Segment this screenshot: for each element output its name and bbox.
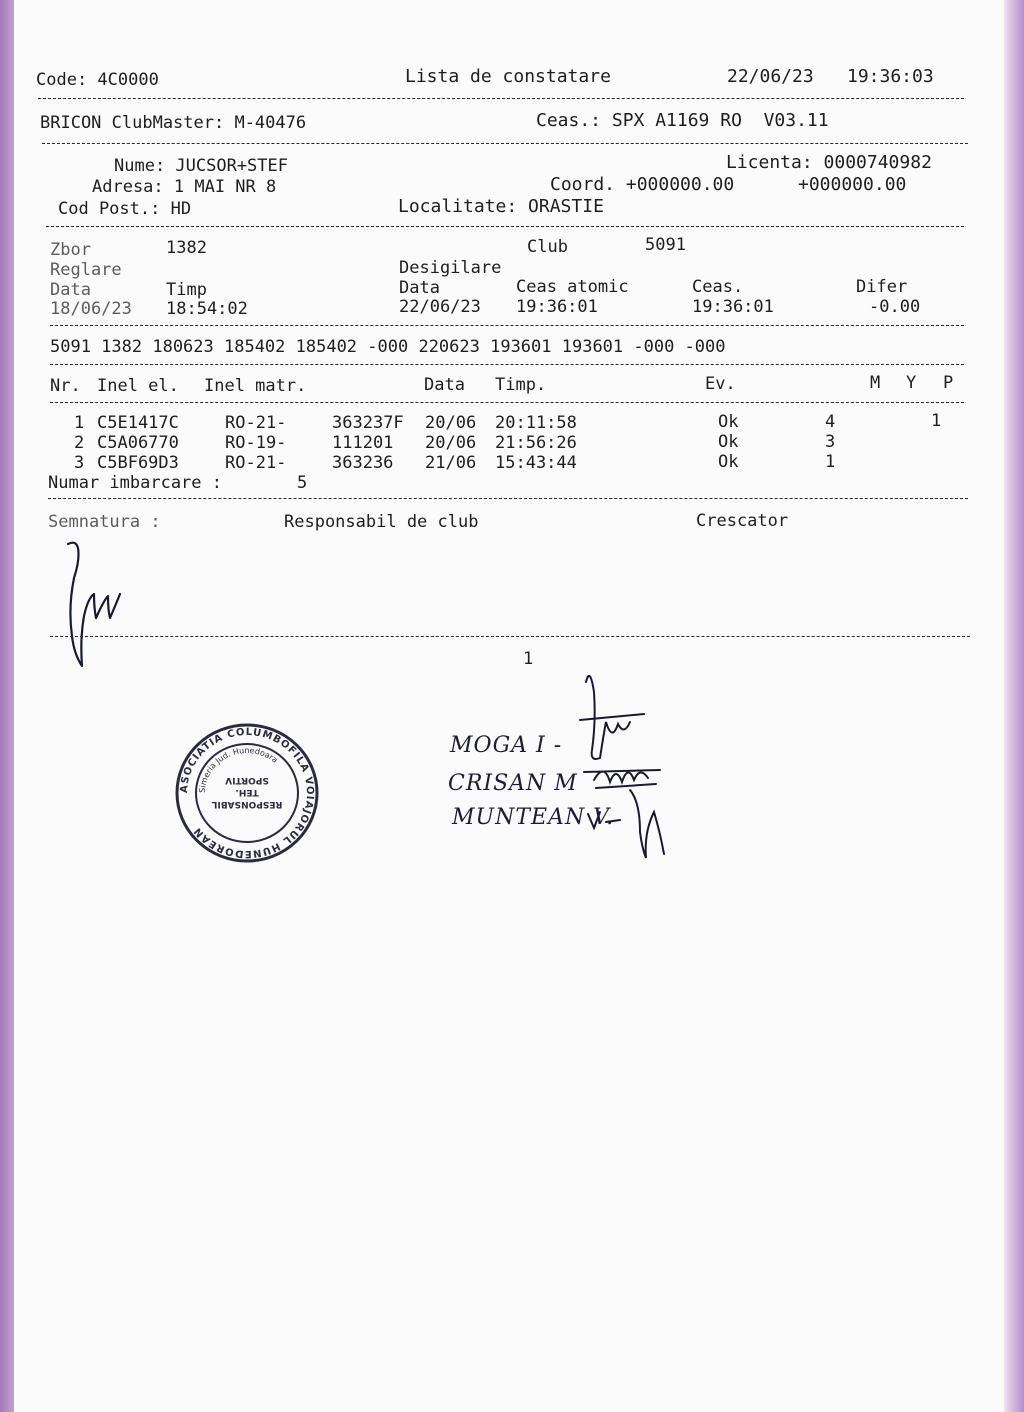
row-m: 3 xyxy=(825,432,836,452)
svg-text:ASOCIATIA COLUMBOFILA VOIAJORU: ASOCIATIA COLUMBOFILA VOIAJORUL HUNEDOREAN xyxy=(178,726,316,860)
clubmaster-label: BRICON ClubMaster: M-40476 xyxy=(40,113,307,133)
svg-text:CRISAN M: CRISAN M xyxy=(448,771,578,796)
row-nr: 1 xyxy=(74,413,85,433)
header-date: 22/06/23 xyxy=(727,66,814,87)
row-time: 15:43:44 xyxy=(495,453,577,473)
divider xyxy=(50,364,964,365)
col-nr: Nr. xyxy=(50,376,81,396)
postcode: Cod Post.: HD xyxy=(58,199,192,219)
divider xyxy=(50,325,964,326)
paper-edge-right xyxy=(1002,0,1024,1412)
reglare-date-label: Data xyxy=(50,280,91,300)
reglare-date: 18/06/23 xyxy=(50,299,132,319)
col-ev: Ev. xyxy=(705,374,736,394)
desigilare-date: 22/06/23 xyxy=(399,297,481,317)
divider xyxy=(48,498,968,499)
boarding-label: Numar imbarcare : xyxy=(48,473,222,493)
license-number: Licenta: 0000740982 xyxy=(726,152,932,173)
row-time: 21:56:26 xyxy=(495,433,577,453)
clock-model: Ceas.: SPX A1169 RO V03.11 xyxy=(536,110,829,131)
col-inel-matr: Inel matr. xyxy=(204,376,307,396)
svg-text:SPORTIV: SPORTIV xyxy=(225,775,269,785)
page-number: 1 xyxy=(523,649,534,669)
divider xyxy=(50,402,964,403)
row-p: 1 xyxy=(931,411,942,431)
reglare-time-label: Timp xyxy=(166,280,207,300)
row-ev: Ok xyxy=(718,432,739,452)
row-time: 20:11:58 xyxy=(495,413,577,433)
row-nr: 2 xyxy=(74,433,85,453)
svg-text:MOGA I -: MOGA I - xyxy=(450,733,563,758)
code-label: Code: 4C0000 xyxy=(36,70,159,90)
svg-text:Simeria Jud. Hunedoara: Simeria Jud. Hunedoara xyxy=(197,745,280,794)
club-stamp xyxy=(172,720,322,866)
row-inel-el: C5A06770 xyxy=(97,433,179,453)
row-date: 20/06 xyxy=(425,413,477,433)
row-ev: Ok xyxy=(718,412,739,432)
atomic-clock-label: Ceas atomic xyxy=(516,277,629,297)
row-ring-number: 363237F xyxy=(332,413,404,433)
club-responsible-label: Responsabil de club xyxy=(284,512,479,532)
col-p: P xyxy=(943,373,954,393)
row-inel-el: C5E1417C xyxy=(97,413,179,433)
desigilare-label: Desigilare xyxy=(399,258,502,278)
col-inel-el: Inel el. xyxy=(97,376,179,396)
col-m: M xyxy=(870,373,881,393)
svg-text:RESPONSABIL: RESPONSABIL xyxy=(211,799,283,809)
divider xyxy=(46,226,964,227)
svg-text:MUNTEAN V.: MUNTEAN V. xyxy=(452,805,615,830)
boarding-value: 5 xyxy=(297,473,308,493)
fancier-address: Adresa: 1 MAI NR 8 xyxy=(92,177,277,197)
summary-line: 5091 1382 180623 185402 185402 -000 220623 193601 193601 -000 -000 xyxy=(50,337,726,357)
document-page xyxy=(14,0,1004,1412)
signature-label: Semnatura : xyxy=(48,512,161,532)
club-label: Club xyxy=(527,237,568,257)
row-date: 20/06 xyxy=(425,433,477,453)
divider xyxy=(50,636,970,637)
svg-text:TEH.: TEH. xyxy=(235,787,259,797)
divider xyxy=(38,98,964,99)
coordinates-second: +000000.00 xyxy=(798,174,907,195)
club-value: 5091 xyxy=(645,235,686,255)
row-ring-number: 111201 xyxy=(332,433,394,453)
row-inel-el: C5BF69D3 xyxy=(97,453,179,473)
coordinates: Coord. +000000.00 xyxy=(550,174,735,195)
clock-time: 19:36:01 xyxy=(692,297,774,317)
locality: Localitate: ORASTIE xyxy=(398,196,604,217)
col-y: Y xyxy=(906,373,917,393)
row-ring-prefix: RO-19- xyxy=(225,433,287,453)
row-ring-number: 363236 xyxy=(332,453,394,473)
reglare-label: Reglare xyxy=(50,260,122,280)
row-ev: Ok xyxy=(718,452,739,472)
col-data: Data xyxy=(424,375,465,395)
header-time: 19:36:03 xyxy=(847,66,934,87)
document-title: Lista de constatare xyxy=(405,66,611,87)
divider xyxy=(42,143,968,144)
row-m: 4 xyxy=(825,412,836,432)
atomic-time: 19:36:01 xyxy=(516,297,598,317)
row-date: 21/06 xyxy=(425,453,477,473)
clock-difference: -0.00 xyxy=(869,297,921,317)
signature-scribble xyxy=(54,538,154,673)
row-nr: 3 xyxy=(74,453,85,473)
desigilare-date-label: Data xyxy=(399,278,440,298)
handwritten-signatures xyxy=(434,662,704,862)
breeder-label: Crescator xyxy=(696,511,789,531)
difference-label: Difer xyxy=(856,277,908,297)
col-timp: Timp. xyxy=(495,375,547,395)
row-m: 1 xyxy=(825,452,836,472)
zbor-label: Zbor xyxy=(50,240,91,260)
zbor-value: 1382 xyxy=(166,238,207,258)
fancier-name: Nume: JUCSOR+STEF xyxy=(114,156,288,176)
clock-label: Ceas. xyxy=(692,277,744,297)
row-ring-prefix: RO-21- xyxy=(225,413,287,433)
reglare-time: 18:54:02 xyxy=(166,299,248,319)
row-ring-prefix: RO-21- xyxy=(225,453,287,473)
